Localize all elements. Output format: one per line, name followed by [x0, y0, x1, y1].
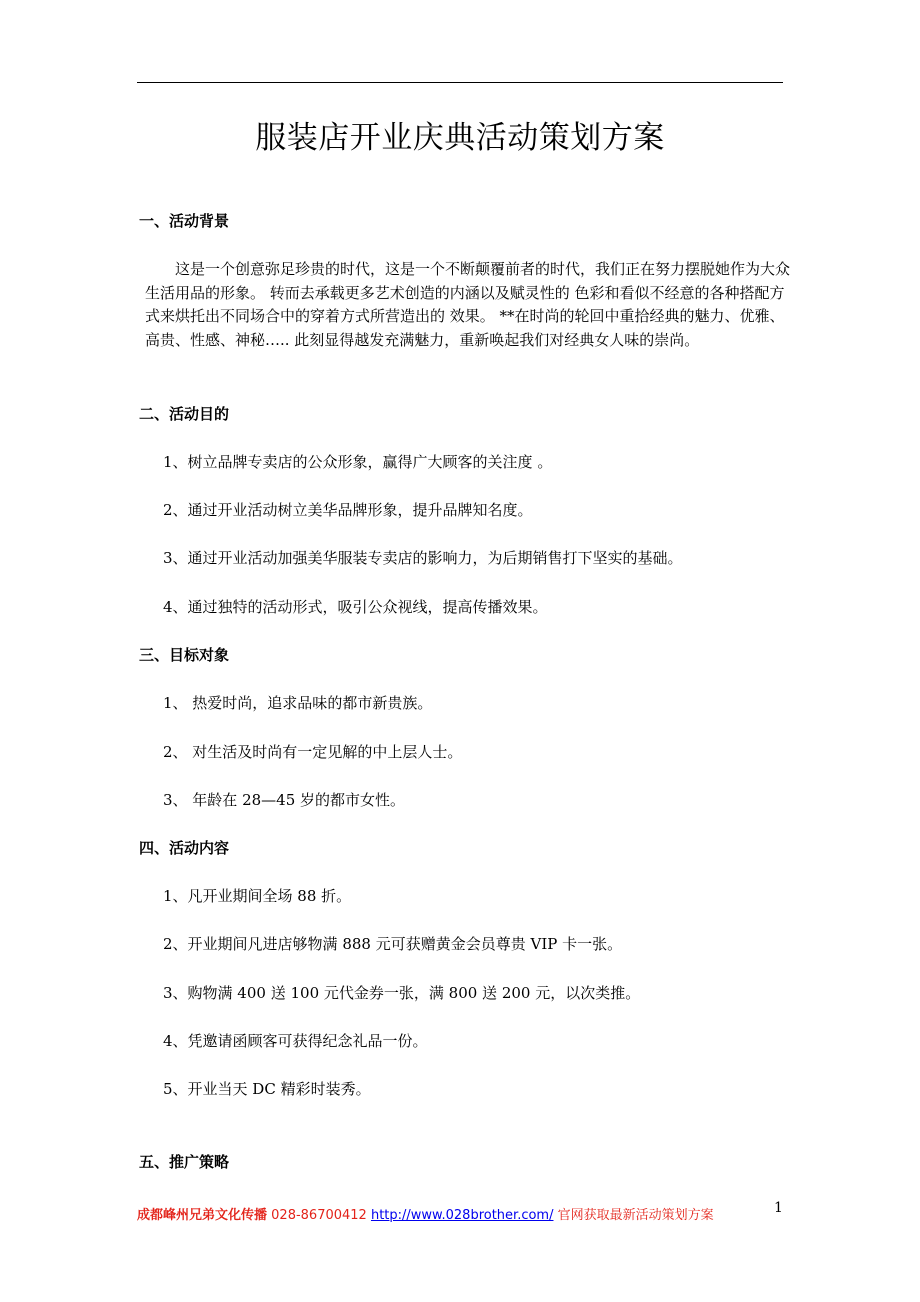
content-item: 5、开业当天 DC 精彩时装秀。 [163, 1080, 371, 1098]
content-item: 1、凡开业期间全场 88 折。 [163, 887, 352, 905]
content-item: 4、凭邀请函顾客可获得纪念礼品一份。 [163, 1032, 428, 1050]
document-title: 服装店开业庆典活动策划方案 [255, 120, 665, 156]
goal-item: 3、通过开业活动加强美华服装专卖店的影响力，为后期销售打下坚实的基础。 [163, 549, 683, 567]
footer [137, 1204, 714, 1223]
section-heading-background: 一、活动背景 [139, 212, 230, 230]
content-item: 3、购物满 400 送 100 元代金券一张，满 800 送 200 元，以次类推。 [163, 984, 641, 1002]
page-number: 1 [774, 1200, 783, 1216]
footer-slogan: 官网获取最新活动策划方案 [557, 1208, 714, 1223]
section-heading-audience: 三、目标对象 [139, 646, 230, 664]
goal-item: 4、通过独特的活动形式，吸引公众视线，提高传播效果。 [163, 598, 548, 616]
footer-phone: 028-86700412 [271, 1208, 367, 1223]
section-heading-promotion: 五、推广策略 [139, 1153, 230, 1171]
content-item: 2、开业期间凡进店够物满 888 元可获赠黄金会员尊贵 VIP 卡一张。 [163, 935, 623, 953]
audience-item: 1、 热爱时尚，追求品味的都市新贵族。 [163, 694, 433, 712]
audience-item: 2、 对生活及时尚有一定见解的中上层人士。 [163, 743, 463, 761]
audience-item: 3、 年龄在 28—45 岁的都市女性。 [163, 791, 406, 809]
section-heading-content: 四、活动内容 [139, 839, 230, 857]
background-paragraph: 这是一个创意弥足珍贵的时代，这是一个不断颠覆前者的时代，我们正在努力摆脱她作为大众生活用品的形象。 转而去承载更多艺术创造的内涵以及赋灵性的 色彩和看似不经意的各种搭配方式来烘托出不同场合中的穿着方式所营造出的 效果。 **在时尚的轮回中重拾经典的魅力、优雅、高贵、性感、神秘….. 此刻显得越发充满魅力，重新唤起我们对经典女人味的崇尚。 [145, 260, 791, 349]
header-rule [137, 82, 783, 83]
section-heading-goals: 二、活动目的 [139, 405, 230, 423]
footer-company: 成都峰州兄弟文化传播 [137, 1208, 268, 1223]
goal-item: 2、通过开业活动树立美华品牌形象，提升品牌知名度。 [163, 501, 533, 519]
footer-link[interactable]: http://www.028brother.com/ [370, 1208, 554, 1223]
goal-item: 1、树立品牌专卖店的公众形象，赢得广大顾客的关注度 。 [163, 453, 553, 471]
